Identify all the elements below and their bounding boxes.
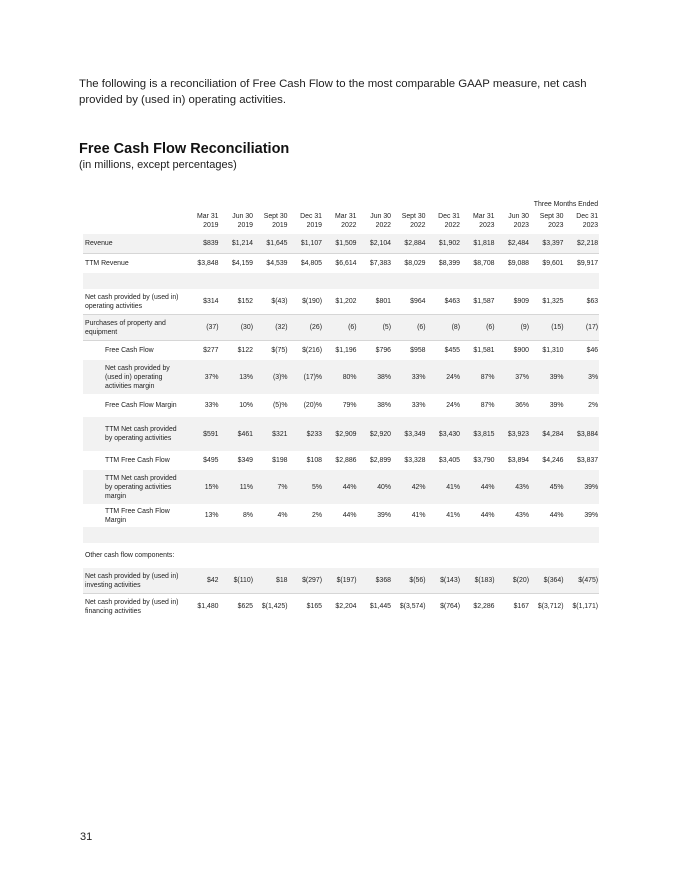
row-label: Revenue [83,234,185,254]
cell: $(216) [302,347,322,354]
cell: $(75) [271,347,288,354]
column-header-row [83,212,599,234]
row-label: Other cash flow components: [85,552,175,559]
table-row [83,289,599,315]
cell: 33% [392,360,427,394]
cell: $3,884 [565,417,600,451]
cell: $1,214 [220,234,255,254]
row-label: TTM Net cash provided by operating activities [83,417,185,451]
cell: $18 [254,568,289,594]
cell: 87% [461,360,496,394]
cell: 24% [446,402,460,409]
cell: $198 [272,457,288,464]
cell: $(3,712) [537,603,564,610]
cell: $1,818 [461,234,496,254]
cell: $(43) [254,289,289,315]
cell: $625 [237,603,253,610]
cell: (5)% [272,402,288,409]
cell: (26) [289,315,324,341]
cell: (9) [496,315,531,341]
cell: $8,029 [404,260,426,267]
cell: $3,430 [427,417,462,451]
column-header: Dec 31 2022 [438,213,460,229]
cell: $9,088 [507,260,529,267]
page-number: 31 [80,831,93,843]
cell: (17)% [289,360,324,394]
cell: $3,848 [197,260,219,267]
cell: $9,601 [542,260,564,267]
table-row [83,417,599,451]
cell: 41% [411,512,426,519]
section-subtitle: (in millions, except percentages) [79,159,237,171]
cell: 43% [496,470,531,504]
table-row [83,504,599,527]
cell: 13% [204,512,219,519]
cell: $(364) [530,568,565,594]
column-header: Mar 31 2019 [197,213,219,229]
cell: $314 [185,289,220,315]
cell: $964 [392,289,427,315]
cell: 3% [565,360,600,394]
cell: $3,790 [473,457,495,464]
cell: 44% [549,512,564,519]
cell: $2,218 [565,234,600,254]
cell: $1,107 [289,234,324,254]
row-label: Net cash provided by (used in) investing activities [83,568,185,594]
cell: (5) [358,315,393,341]
cell: $1,310 [542,347,564,354]
cell: 5% [289,470,324,504]
row-label: Net cash provided by (used in) operating activities [83,289,185,315]
cell: $4,805 [300,260,322,267]
cell: $42 [185,568,220,594]
row-label: TTM Revenue [85,260,129,267]
table-row [83,451,599,470]
cell: $796 [375,347,391,354]
cell: (3)% [254,360,289,394]
cell: 36% [515,402,529,409]
cell: $2,909 [323,417,358,451]
cell: $(143) [427,568,462,594]
cell: 39% [377,512,391,519]
cell: $2,884 [392,234,427,254]
column-header: Jun 30 2023 [508,213,529,229]
cell: 40% [358,470,393,504]
cell: 45% [530,470,565,504]
cell: $(56) [392,568,427,594]
cell: 24% [427,360,462,394]
intro-paragraph: The following is a reconciliation of Free Cash Flow to the most comparable GAAP measure, net cash provided by (used in) operating activities. [79,78,587,106]
cell: (6) [461,315,496,341]
spacer-row [83,527,599,543]
cell: $349 [237,457,253,464]
column-header: Mar 31 2022 [335,213,357,229]
cell: (8) [427,315,462,341]
cell: $233 [289,417,324,451]
table-row [83,360,599,394]
cell: $2,899 [369,457,391,464]
row-label: Free Cash Flow Margin [105,402,177,409]
cell: 7% [254,470,289,504]
cell: $3,405 [438,457,460,464]
cell: $3,837 [577,457,599,464]
cell: 41% [427,470,462,504]
row-label: TTM Free Cash Flow Margin [105,507,170,524]
cell: $8,708 [473,260,495,267]
cell: $1,509 [323,234,358,254]
cell: 2% [312,512,322,519]
cell: $1,202 [323,289,358,315]
table-row [83,394,599,417]
cell: $1,196 [335,347,357,354]
cell: (37) [185,315,220,341]
cell: 80% [323,360,358,394]
cell: 2% [588,402,599,409]
cell: 44% [480,512,495,519]
period-header-row [83,195,599,212]
column-header: Sept 30 2022 [401,213,426,229]
cell: $1,445 [369,603,391,610]
cell: $(110) [220,568,255,594]
column-header: Mar 31 2023 [473,213,495,229]
cell: $4,539 [266,260,288,267]
cell: $9,917 [577,260,599,267]
cell: $(190) [289,289,324,315]
cell: $4,159 [231,260,253,267]
cell: $3,349 [392,417,427,451]
cell: $368 [358,568,393,594]
cell: 44% [461,470,496,504]
section-title: Free Cash Flow Reconciliation [79,141,290,157]
cell: $122 [237,347,253,354]
cell: 39% [584,512,599,519]
column-header: Jun 30 2019 [232,213,253,229]
cell: $(20) [496,568,531,594]
cell: (6) [323,315,358,341]
table-row [83,315,599,341]
cell: 33% [204,402,219,409]
cell: $3,397 [530,234,565,254]
cell: 37% [185,360,220,394]
table-row [83,594,599,620]
table-row [83,254,599,274]
row-label: Purchases of property and equipment [83,315,185,341]
cell: $463 [427,289,462,315]
cell: $(1,171) [572,603,599,610]
cell: 79% [342,402,357,409]
cell: $321 [254,417,289,451]
cell: $277 [203,347,219,354]
cell: 10% [239,402,253,409]
fcf-reconciliation-table [83,195,599,619]
cell: $2,886 [335,457,357,464]
cell: 44% [342,512,357,519]
cell: $(197) [323,568,358,594]
cell: 8% [243,512,253,519]
cell: $958 [410,347,426,354]
cell: $3,328 [404,457,426,464]
cell: $(297) [289,568,324,594]
cell: 39% [530,360,565,394]
cell: $2,920 [358,417,393,451]
cell: 13% [220,360,255,394]
cell: 42% [392,470,427,504]
cell: $3,923 [496,417,531,451]
cell: $(183) [461,568,496,594]
cell: 87% [480,402,495,409]
cell: $591 [185,417,220,451]
cell: (30) [220,315,255,341]
cell: 39% [565,470,600,504]
cell: $(1,425) [261,603,288,610]
table-row [83,470,599,504]
column-header: Dec 31 2023 [576,213,599,229]
row-label: Net cash provided by (used in) financing activities [85,598,179,615]
cell: 39% [549,402,564,409]
cell: $(475) [565,568,600,594]
column-header: Dec 31 2019 [300,213,322,229]
cell: (17) [565,315,600,341]
cell: $2,484 [496,234,531,254]
cell: $455 [444,347,460,354]
cell: 44% [323,470,358,504]
table-row [83,341,599,361]
cell: (32) [254,315,289,341]
cell: $1,645 [254,234,289,254]
cell: $6,614 [335,260,357,267]
cell: $801 [358,289,393,315]
row-label: TTM Free Cash Flow [105,457,170,464]
cell: $3,894 [507,457,529,464]
cell: $2,204 [335,603,357,610]
cell: $3,815 [461,417,496,451]
cell: $1,325 [530,289,565,315]
cell: $1,480 [197,603,219,610]
cell: 37% [496,360,531,394]
cell: 11% [220,470,255,504]
cell: $4,284 [530,417,565,451]
cell: $1,902 [427,234,462,254]
cell: $4,246 [542,457,564,464]
cell: $(3,574) [399,603,426,610]
table-row [83,568,599,594]
cell: 15% [185,470,220,504]
row-label: Free Cash Flow [105,347,154,354]
table-row [83,543,599,568]
cell: $839 [185,234,220,254]
column-header: Sept 30 2023 [539,213,564,229]
cell: $461 [220,417,255,451]
cell: $2,104 [358,234,393,254]
cell: $2,286 [473,603,495,610]
cell: $167 [513,603,529,610]
cell: (15) [530,315,565,341]
row-label: TTM Net cash provided by operating activities margin [83,470,185,504]
cell: $900 [513,347,529,354]
cell: $108 [306,457,322,464]
cell: (6) [392,315,427,341]
cell: (20)% [303,402,322,409]
spacer-row [83,273,599,289]
cell: 38% [377,402,391,409]
cell: $909 [496,289,531,315]
period-label: Three Months Ended [533,201,599,208]
cell: $7,383 [369,260,391,267]
column-header: Sept 30 2019 [263,213,288,229]
cell: $1,587 [461,289,496,315]
cell: $8,399 [438,260,460,267]
column-header: Jun 30 2022 [370,213,391,229]
cell: 4% [277,512,288,519]
cell: 38% [358,360,393,394]
cell: $46 [586,347,599,354]
cell: $495 [203,457,219,464]
cell: 43% [515,512,529,519]
cell: $165 [306,603,322,610]
cell: 33% [411,402,426,409]
cell: $(764) [440,603,460,610]
cell: $63 [565,289,600,315]
table-row [83,234,599,254]
row-label: Net cash provided by (used in) operating activities margin [83,360,185,394]
cell: $1,581 [473,347,495,354]
cell: 41% [446,512,460,519]
cell: $152 [220,289,255,315]
